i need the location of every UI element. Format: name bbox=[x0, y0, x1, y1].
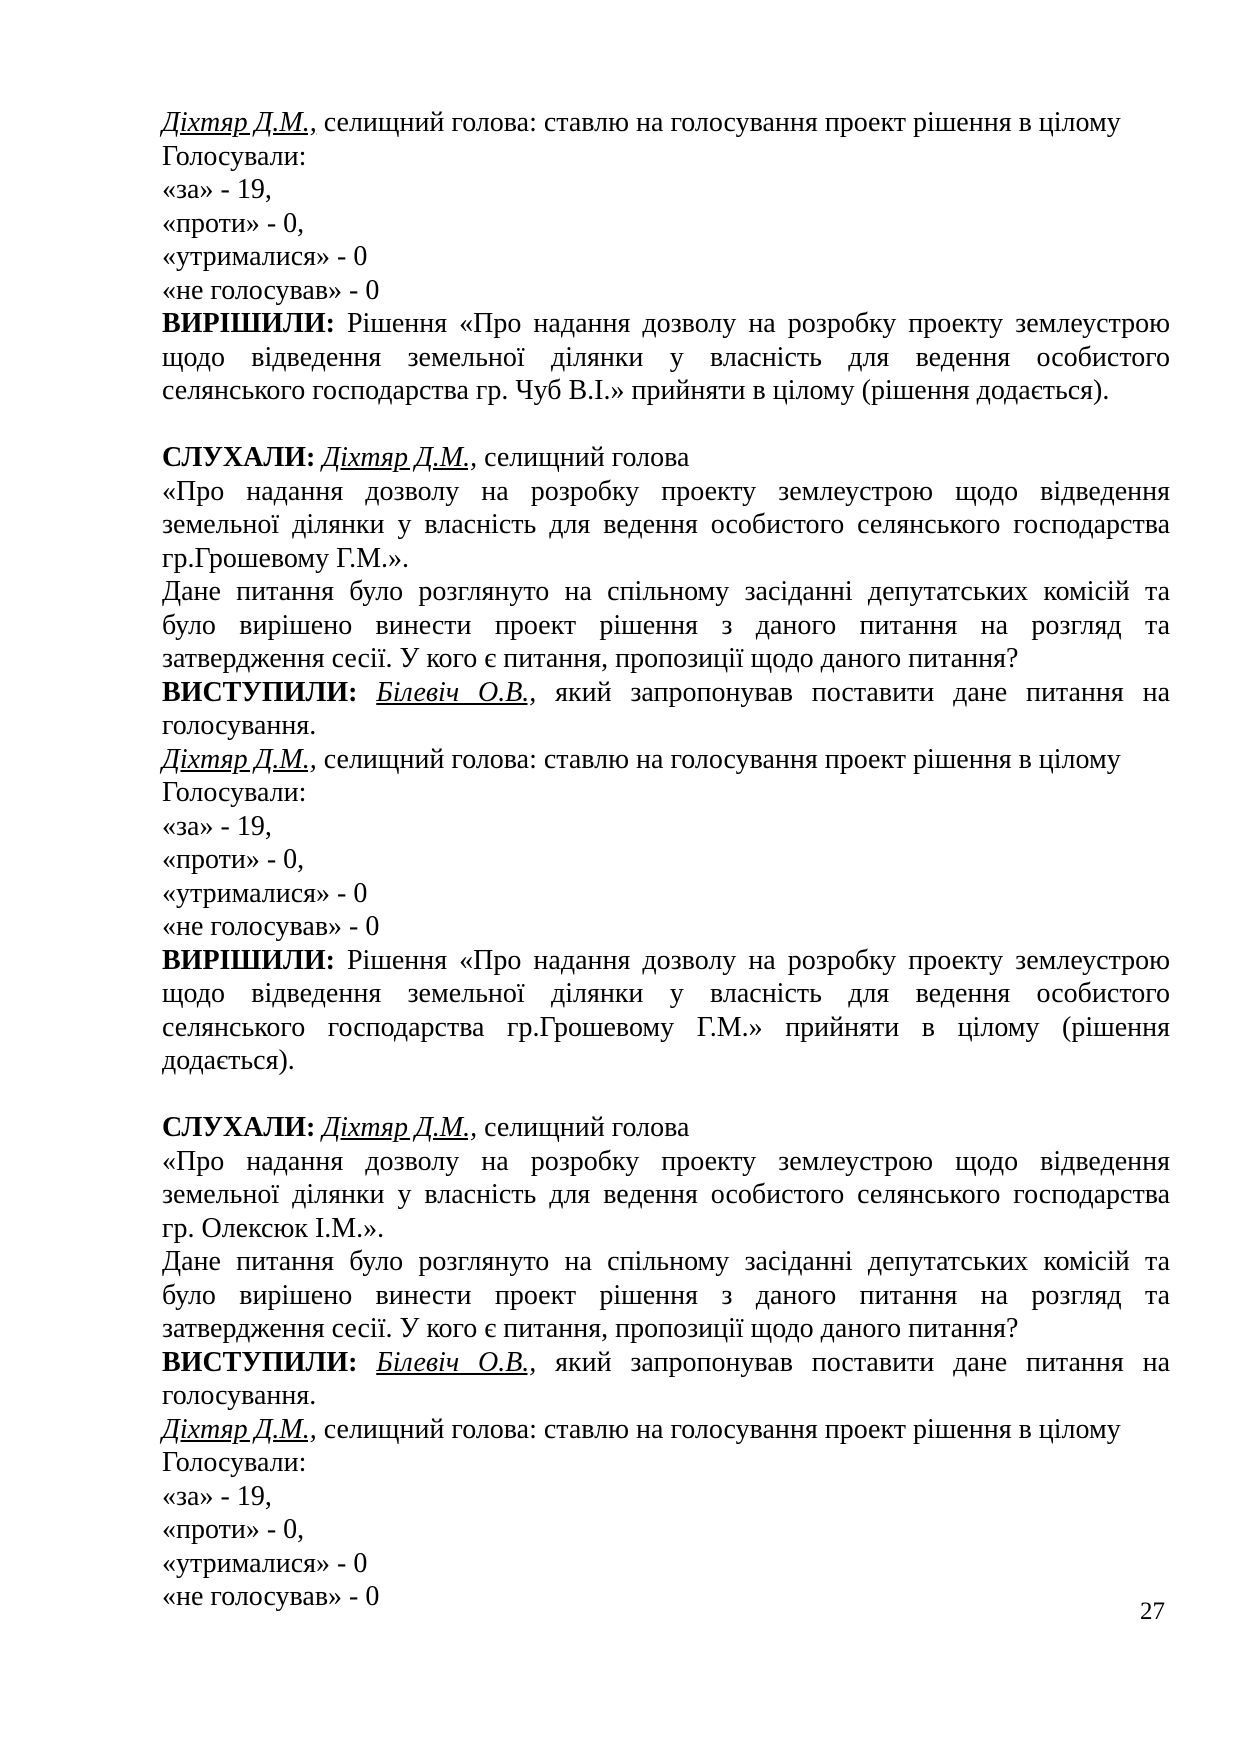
speaker-name: Білевіч О.В., bbox=[376, 676, 537, 708]
topic-line: «Про надання дозволу на розробку проекту землеустрою щодо відведення bbox=[162, 1145, 1170, 1177]
discussion-line: було вирішено винести проект рішення з даного питання на розгляд та bbox=[162, 1279, 1170, 1311]
speaker-name: Діхтяр Д.М., bbox=[162, 743, 317, 775]
vote-abstained: «утрималися» - 0 bbox=[162, 241, 368, 272]
topic-line: гр. Олексюк І.М.». bbox=[162, 1212, 385, 1244]
vote-abstained: «утрималися» - 0 bbox=[162, 877, 368, 909]
resolved-line: селянського господарства гр. Чуб В.І.» прийняти в цілому (рішення додається). bbox=[162, 375, 1110, 406]
vote-abstained: «утрималися» - 0 bbox=[162, 1547, 368, 1579]
heard-line: СЛУХАЛИ: Діхтяр Д.М., селищний голова bbox=[162, 1112, 690, 1143]
discussion-line: було вирішено винести проект рішення з даного питання на розгляд та bbox=[162, 609, 1170, 641]
speaker-name: Діхтяр Д.М., bbox=[162, 107, 317, 138]
heard-label: СЛУХАЛИ: bbox=[162, 442, 316, 473]
resolved-line: ВИРІШИЛИ: Рішення «Про надання дозволу на розробку проекту землеустрою bbox=[162, 308, 1170, 339]
speaker-name: Білевіч О.В., bbox=[376, 1346, 537, 1378]
spoke-label: ВИСТУПИЛИ: bbox=[162, 1346, 358, 1378]
vote-not-voted: «не голосував» - 0 bbox=[162, 911, 380, 942]
topic-line: гр.Грошевому Г.М.». bbox=[162, 542, 410, 574]
topic-line: «Про надання дозволу на розробку проекту землеустрою щодо відведення bbox=[162, 475, 1170, 507]
spoke-line: голосування. bbox=[162, 1380, 317, 1411]
speaker-name: Діхтяр Д.М., bbox=[162, 1413, 317, 1445]
voted-label: Голосували: bbox=[162, 1447, 307, 1478]
vote-call-line: Діхтяр Д.М., селищний голова: ставлю на голосування проект рішення в цілому bbox=[162, 1413, 1121, 1445]
topic-line: земельної ділянки у власність для ведення особистого селянського господарства bbox=[162, 509, 1170, 540]
page-number: 27 bbox=[1140, 1598, 1165, 1625]
document-page bbox=[162, 106, 1170, 1614]
heard-line: СЛУХАЛИ: Діхтяр Д.М., селищний голова bbox=[162, 442, 690, 473]
resolved-label: ВИРІШИЛИ: bbox=[162, 308, 335, 339]
spoke-line: голосування. bbox=[162, 710, 317, 741]
vote-not-voted: «не голосував» - 0 bbox=[162, 274, 380, 306]
resolved-line: додається). bbox=[162, 1045, 295, 1076]
voted-label: Голосували: bbox=[162, 777, 307, 808]
vote-not-voted: «не голосував» - 0 bbox=[162, 1581, 380, 1612]
vote-call-line: Діхтяр Д.М., селищний голова: ставлю на голосування проект рішення в цілому bbox=[162, 107, 1121, 138]
vote-for: «за» - 19, bbox=[162, 1480, 272, 1512]
vote-against: «проти» - 0, bbox=[162, 1514, 305, 1545]
discussion-line: затвердження сесії. У кого є питання, пропозиції щодо даного питання? bbox=[162, 1313, 1019, 1344]
speaker-name: Діхтяр Д.М., bbox=[322, 442, 478, 473]
vote-for: «за» - 19, bbox=[162, 810, 272, 842]
speaker-name: Діхтяр Д.М., bbox=[322, 1112, 478, 1143]
discussion-line: затвердження сесії. У кого є питання, пропозиції щодо даного питання? bbox=[162, 643, 1019, 674]
resolved-line: щодо відведення земельної ділянки у власність для ведення особистого bbox=[162, 978, 1170, 1009]
spoke-label: ВИСТУПИЛИ: bbox=[162, 676, 358, 708]
vote-against: «проти» - 0, bbox=[162, 844, 305, 875]
resolved-line: ВИРІШИЛИ: Рішення «Про надання дозволу на розробку проекту землеустрою bbox=[162, 944, 1170, 976]
section-gap bbox=[162, 408, 1170, 442]
resolved-line: селянського господарства гр.Грошевому Г.М.» прийняти в цілому (рішення bbox=[162, 1011, 1170, 1043]
topic-line: земельної ділянки у власність для ведення особистого селянського господарства bbox=[162, 1179, 1170, 1210]
vote-against: «проти» - 0, bbox=[162, 207, 305, 239]
spoke-line: ВИСТУПИЛИ: Білевіч О.В., який запропонував поставити дане питання на bbox=[162, 676, 1170, 708]
spoke-line: ВИСТУПИЛИ: Білевіч О.В., який запропонував поставити дане питання на bbox=[162, 1346, 1170, 1378]
heard-label: СЛУХАЛИ: bbox=[162, 1112, 316, 1143]
resolved-line: щодо відведення земельної ділянки у власність для ведення особистого bbox=[162, 341, 1170, 373]
vote-for: «за» - 19, bbox=[162, 174, 272, 205]
discussion-line: Дане питання було розглянуто на спільному засіданні депутатських комісій та bbox=[162, 576, 1170, 607]
vote-call-line: Діхтяр Д.М., селищний голова: ставлю на голосування проект рішення в цілому bbox=[162, 743, 1121, 775]
voted-label: Голосували: bbox=[162, 140, 307, 172]
discussion-line: Дане питання було розглянуто на спільному засіданні депутатських комісій та bbox=[162, 1246, 1170, 1277]
section-gap bbox=[162, 1078, 1170, 1112]
resolved-label: ВИРІШИЛИ: bbox=[162, 944, 335, 976]
